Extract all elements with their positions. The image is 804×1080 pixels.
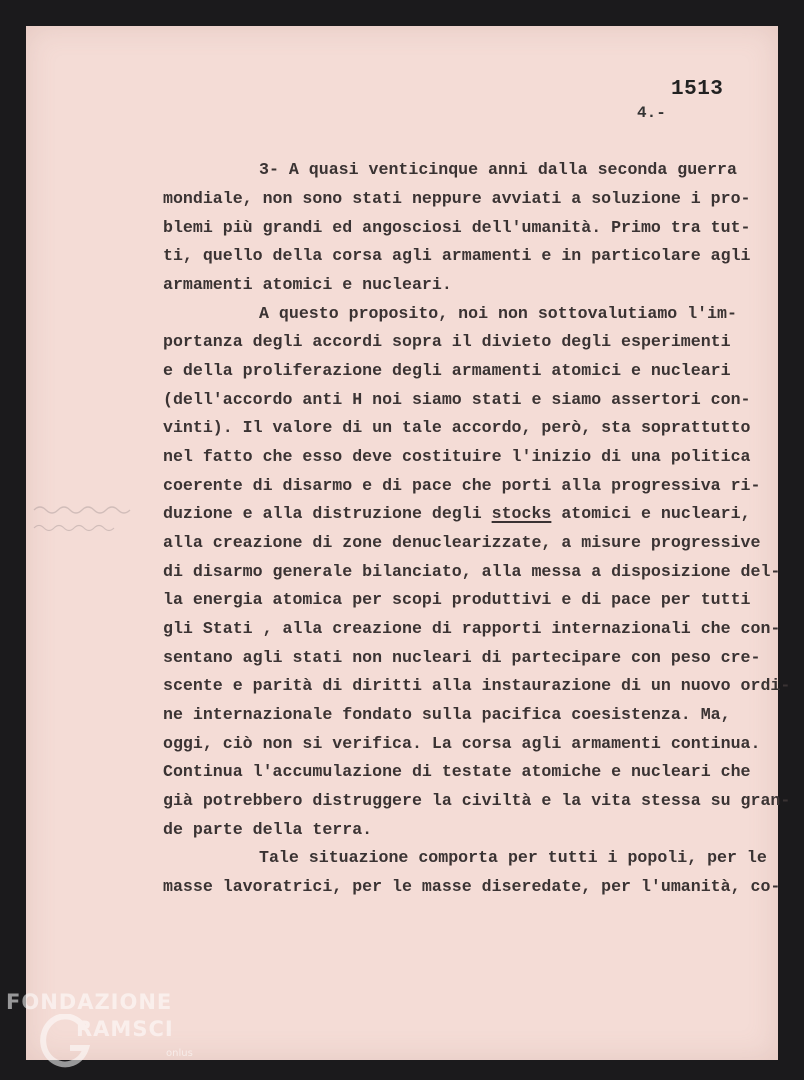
watermark-line1: FONDAZIONE <box>6 990 173 1014</box>
text-line: e della proliferazione degli armamenti atomici e nucleari <box>163 361 731 380</box>
text-line: vinti). Il valore di un tale accordo, però, sta soprattutto <box>163 418 751 437</box>
text-line: oggi, ciò non si verifica. La corsa agli armamenti continua. <box>163 734 761 753</box>
underlined-word-stocks: stocks <box>491 504 552 523</box>
folio-number: 1513 <box>671 78 724 101</box>
text-line: gli Stati , alla creazione di rapporti internazionali che con- <box>163 619 781 638</box>
text-line: portanza degli accordi sopra il divieto degli esperimenti <box>163 332 731 351</box>
text-line: nel fatto che esso deve costituire l'inizio di una politica <box>163 447 751 466</box>
text-line: armamenti atomici e nucleari. <box>163 275 452 294</box>
text-line: blemi più grandi ed angosciosi dell'umanità. Primo tra tut- <box>163 218 751 237</box>
text-line: 3- A quasi venticinque anni dalla seconda guerra <box>259 160 737 179</box>
text-segment: atomici e nucleari, <box>551 504 751 523</box>
text-line: masse lavoratrici, per le masse diseredate, per l'umanità, co- <box>163 877 781 896</box>
watermark-line2: RAMSCI <box>76 1017 174 1041</box>
text-line: Continua l'accumulazione di testate atomiche e nucleari che <box>163 762 751 781</box>
text-line: la energia atomica per scopi produttivi e di pace per tutti <box>163 590 751 609</box>
text-line <box>163 504 751 523</box>
text-line: scente e parità di diritti alla instaurazione di un nuovo ordi- <box>163 676 791 695</box>
text-line: coerente di disarmo e di pace che porti alla progressiva ri- <box>163 476 761 495</box>
text-line: de parte della terra. <box>163 820 373 839</box>
fondazione-gramsci-watermark <box>6 990 206 1076</box>
text-line: A questo proposito, noi non sottovalutiamo l'im- <box>259 304 737 323</box>
page-number: 4.- <box>637 104 666 122</box>
text-segment: duzione e alla distruzione degli <box>163 504 492 523</box>
text-line: ti, quello della corsa agli armamenti e in particolare agli <box>163 246 751 265</box>
watermark-line3: onlus <box>166 1048 193 1059</box>
text-line: mondiale, non sono stati neppure avviati a soluzione i pro- <box>163 189 751 208</box>
text-line: sentano agli stati non nucleari di partecipare con peso cre- <box>163 648 761 667</box>
margin-note-scribble <box>32 500 136 542</box>
text-line: già potrebbero distruggere la civiltà e la vita stessa su gran- <box>163 791 791 810</box>
text-line: alla creazione di zone denuclearizzate, a misure progressive <box>163 533 761 552</box>
text-line: ne internazionale fondato sulla pacifica coesistenza. Ma, <box>163 705 731 724</box>
text-line: Tale situazione comporta per tutti i popoli, per le <box>259 848 767 867</box>
text-line: di disarmo generale bilanciato, alla messa a disposizione del- <box>163 562 781 581</box>
text-line: (dell'accordo anti H noi siamo stati e siamo assertori con- <box>163 390 751 409</box>
